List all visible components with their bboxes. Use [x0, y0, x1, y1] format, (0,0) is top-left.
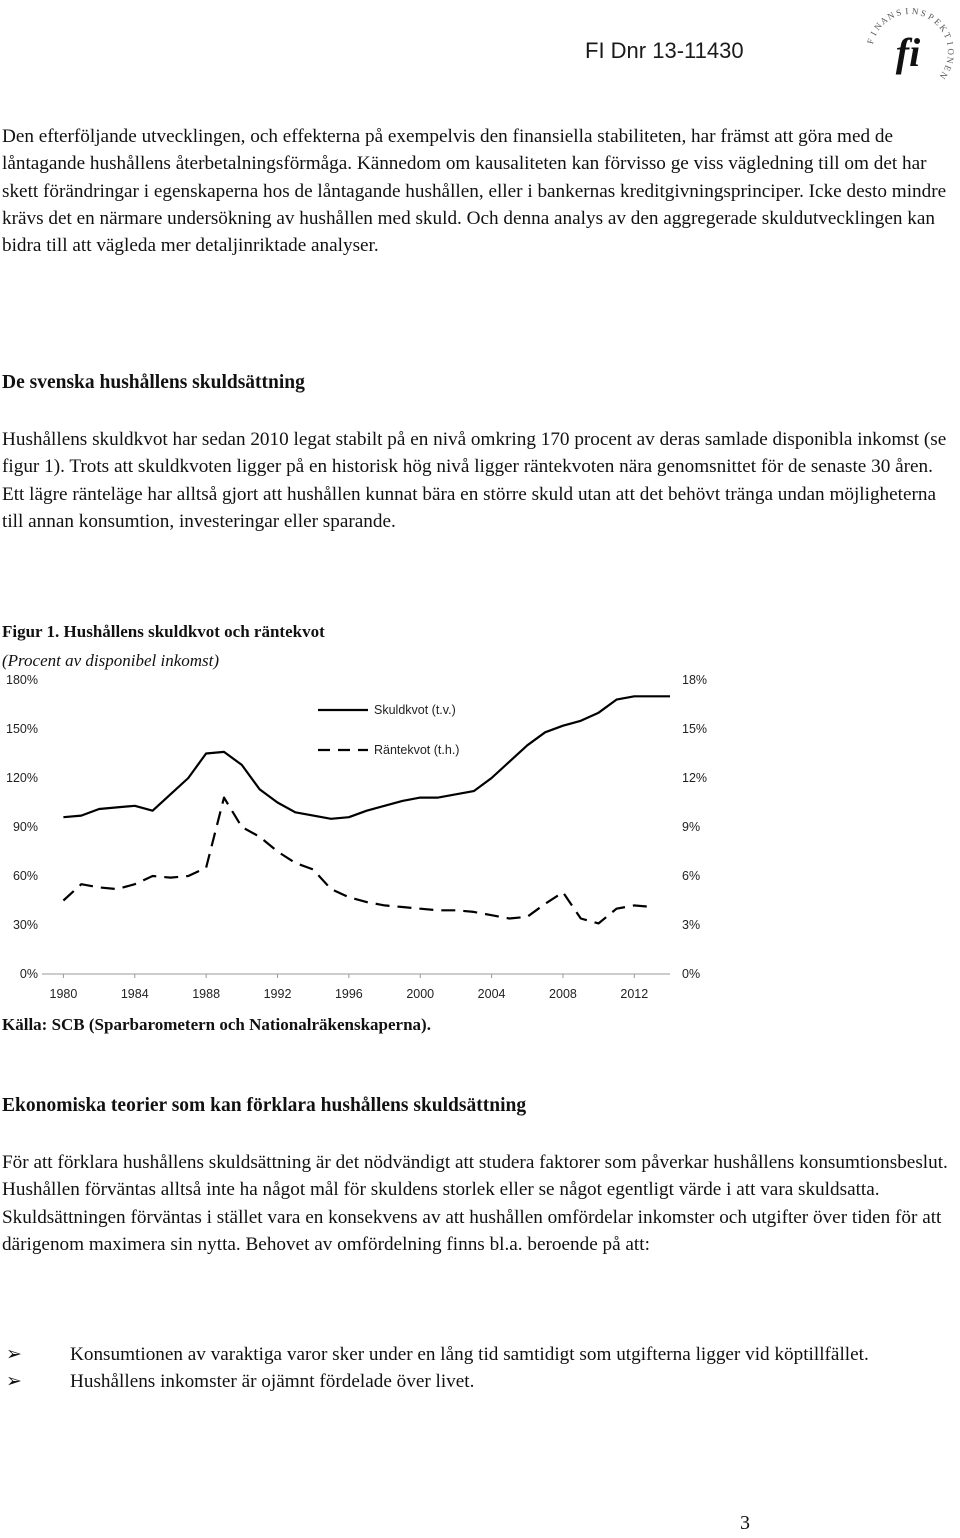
x-tick-label: 1992 — [263, 987, 292, 1001]
page-number: 3 — [740, 1512, 750, 1534]
y-right-tick-label: 9% — [682, 820, 701, 834]
y-right-tick-label: 15% — [682, 722, 708, 736]
rantekvot-line — [63, 798, 652, 924]
debt-interest-chart — [0, 668, 740, 1010]
y-left-tick-label: 120% — [6, 771, 38, 785]
section-heading-theories: Ekonomiska teorier som kan förklara hushållens skuldsättning — [2, 1095, 527, 1116]
theories-paragraph: För att förklara hushållens skuldsättning är det nödvändigt att studera faktorer som påverkar hushållens konsumtionsbeslut. Hushållen förväntas alltså inte ha något mål för skuldens storlek eller se något egentligt värde i att vara skuldsatta. Skuldsättningen förväntas i stället vara en konsekvens av att hushållen omfördelar inkomster och utgifter över tiden för att därigenom maximera sin nytta. Behovet av omfördelning finns bl.a. beroende på att: — [2, 1152, 948, 1255]
figure-subtitle: (Procent av disponibel inkomst) — [2, 651, 220, 670]
legend-label: Skuldkvot (t.v.) — [374, 703, 456, 717]
x-axis — [50, 974, 649, 1001]
y-left-tick-label: 0% — [19, 967, 38, 981]
arrow-bullet-icon: ➢ — [6, 1371, 22, 1393]
logo-letter: K — [937, 22, 950, 34]
logo-letter: N — [911, 5, 920, 17]
logo-letter: T — [941, 30, 954, 40]
x-tick-label: 1984 — [120, 987, 149, 1001]
logo-letter: N — [944, 56, 956, 65]
figure-title: Figur 1. Hushållens skuldkvot och räntekvot — [2, 622, 325, 641]
arrow-bullet-icon: ➢ — [6, 1344, 22, 1365]
y-right-tick-label: 12% — [682, 771, 708, 785]
logo-letter: N — [872, 20, 884, 33]
finansinspektionen-logo — [860, 0, 960, 100]
x-tick-label: 2004 — [477, 987, 506, 1001]
logo-letter: E — [941, 63, 954, 73]
logo-mark: fi — [895, 30, 921, 75]
bullet-item — [2, 1341, 952, 1368]
y-left-tick-label: 60% — [12, 869, 38, 883]
y-right-tick-label: 6% — [682, 869, 701, 883]
bullet-text: Hushållens inkomster är ojämnt fördelade över livet. — [70, 1371, 475, 1393]
y-left-tick-label: 180% — [6, 673, 38, 687]
section-heading-debt: De svenska hushållens skuldsättning — [2, 372, 305, 393]
legend-label: Räntekvot (t.h.) — [374, 743, 460, 757]
x-tick-label: 2000 — [406, 987, 435, 1001]
y-right-tick-label: 3% — [682, 918, 701, 932]
x-tick-label: 1988 — [192, 987, 221, 1001]
bullet-list — [2, 1341, 952, 1396]
x-tick-label: 1996 — [334, 987, 363, 1001]
logo-letter: I — [944, 40, 956, 46]
logo-letter: F — [865, 37, 876, 46]
y-left-tick-label: 90% — [12, 820, 38, 834]
logo-letter: S — [894, 7, 903, 19]
y-right-axis — [682, 673, 707, 981]
logo-letter: E — [932, 16, 944, 28]
document-number: FI Dnr 13-11430 — [585, 38, 744, 63]
series-group — [63, 696, 670, 923]
logo-letter: I — [868, 29, 879, 38]
x-tick-label: 2008 — [549, 987, 577, 1001]
y-right-tick-label: 0% — [682, 967, 701, 981]
logo-letter: N — [937, 69, 950, 81]
logo-letter: I — [904, 6, 909, 17]
chart-legend — [318, 703, 459, 757]
logo-letter: S — [919, 7, 928, 19]
debt-paragraph: Hushållens skuldkvot har sedan 2010 legat stabilt på en nivå omkring 170 procent av deras samlade disponibla inkomst (se figur 1). Trots att skuldkvoten ligger på en historisk hög nivå ligger räntekvoten nära genomsnittet för de senaste 30 åren. Ett lägre ränteläge har alltså gjort att hushållen kunnat bära en större skuld utan att det behövt tränga undan möjligheterna till annan konsumtion, investeringar eller sparande. — [2, 429, 947, 532]
logo-letter: P — [926, 11, 936, 23]
y-left-tick-label: 150% — [6, 722, 38, 736]
logo-letter: N — [885, 9, 897, 22]
y-right-tick-label: 18% — [682, 673, 708, 687]
y-left-tick-label: 30% — [12, 918, 38, 932]
bullet-text: Konsumtionen av varaktiga varor sker under en lång tid samtidigt som utgifterna ligger vid köptillfället. — [70, 1344, 869, 1365]
bullet-item — [2, 1368, 952, 1395]
skuldkvot-line — [63, 696, 670, 819]
x-tick-label: 2012 — [620, 987, 649, 1001]
y-left-axis — [6, 673, 38, 981]
logo-letter: O — [945, 48, 956, 56]
x-tick-label: 1980 — [49, 987, 78, 1001]
logo-letter: A — [878, 14, 890, 27]
figure-source: Källa: SCB (Sparbarometern och Nationalräkenskaperna). — [2, 1015, 431, 1034]
intro-paragraph: Den efterföljande utvecklingen, och effekterna på exempelvis den finansiella stabiliteten, har främst att göra med de låntagande hushållens återbetalningsförmåga. Kännedom om kausaliteten kan förvisso ge viss vägledning till om det har skett förändringar i egenskaperna hos de låntagande hushållen, eller i bankernas kreditgivningsprinciper. Icke desto mindre krävs det en närmare undersökning av hushållen med skuld. Och denna analys av den aggregerade skuldutvecklingen kan bidra till att vägleda mer detaljinriktade analyser. — [2, 126, 947, 257]
